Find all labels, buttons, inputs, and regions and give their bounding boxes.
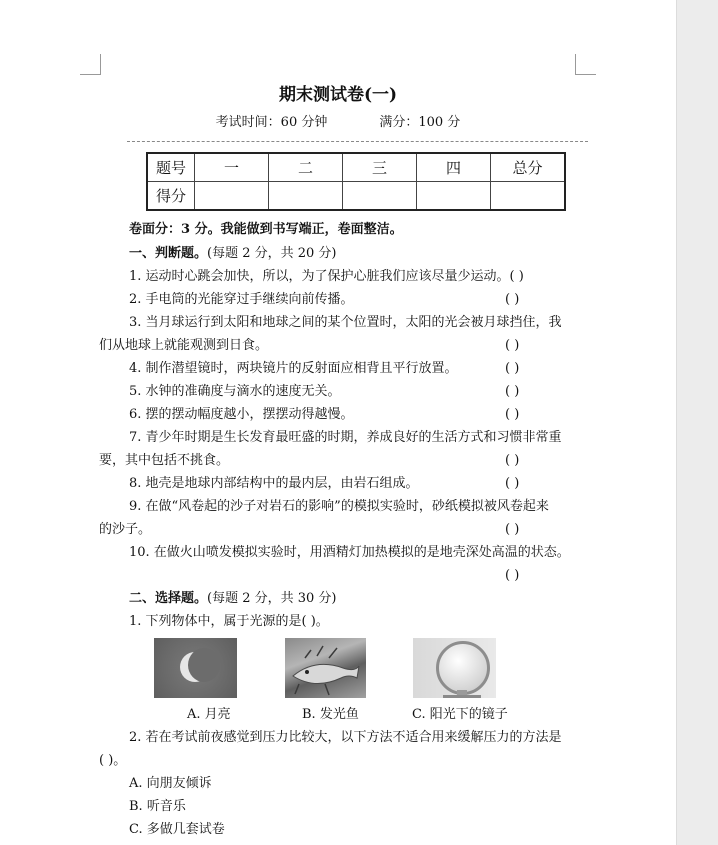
score-cell[interactable] bbox=[417, 182, 491, 211]
answer-paren[interactable]: ( ) bbox=[505, 338, 520, 353]
section1-title: 一、判断题。 bbox=[129, 246, 208, 261]
s2-q1: 1. 下列物体中，属于光源的是( )。 bbox=[129, 614, 329, 629]
s1-q7-line1: 7. 青少年时期是生长发育最旺盛的时期，养成良好的生活方式和习惯非常重 bbox=[129, 430, 562, 445]
exam-full-score: 满分：100 分 bbox=[379, 115, 461, 130]
s1-q3-line2: 们从地球上就能观测到日食。 bbox=[99, 338, 269, 353]
score-cell[interactable] bbox=[269, 182, 343, 211]
mirror-image bbox=[413, 638, 496, 698]
score-row-label: 得分 bbox=[147, 182, 195, 211]
answer-paren[interactable]: ( ) bbox=[505, 384, 520, 399]
s1-q9-line1: 9. 在做“风卷起的沙子对岩石的影响”的模拟实验时，砂纸模拟被风卷起来 bbox=[129, 499, 549, 514]
moon-image bbox=[154, 638, 237, 698]
s2-q2-option-c: C. 多做几套试卷 bbox=[129, 822, 225, 837]
score-header-cell: 四 bbox=[417, 153, 491, 182]
neatness-note: 卷面分：3 分。我能做到书写端正，卷面整洁。 bbox=[129, 222, 403, 237]
score-cell[interactable] bbox=[491, 182, 566, 211]
s1-q2: 2. 手电筒的光能穿过手继续向前传播。 bbox=[129, 292, 354, 307]
s1-q10: 10. 在做火山喷发模拟实验时，用酒精灯加热模拟的是地壳深处高温的状态。 bbox=[129, 545, 570, 560]
score-header-cell: 一 bbox=[195, 153, 269, 182]
s2-q2-option-a: A. 向朋友倾诉 bbox=[129, 776, 212, 791]
s1-q4: 4. 制作潜望镜时，两块镜片的反射面应相背且平行放置。 bbox=[129, 361, 458, 376]
score-table-score-row bbox=[147, 182, 565, 211]
s1-q5: 5. 水钟的准确度与滴水的速度无关。 bbox=[129, 384, 341, 399]
exam-title: 期末测试卷(一) bbox=[278, 85, 398, 105]
score-header-cell: 二 bbox=[269, 153, 343, 182]
glowing-fish-image bbox=[285, 638, 366, 698]
s2-q1-option-c: C. 阳光下的镜子 bbox=[412, 707, 508, 722]
s2-q2-option-b: B. 听音乐 bbox=[129, 799, 186, 814]
score-table-header-row bbox=[147, 153, 565, 182]
s2-q1-option-a: A. 月亮 bbox=[187, 707, 231, 722]
s1-q7-line2: 要，其中包括不挑食。 bbox=[99, 453, 230, 468]
score-header-cell: 题号 bbox=[147, 153, 195, 182]
answer-paren[interactable]: ( ) bbox=[505, 453, 520, 468]
window-side-gutter bbox=[676, 0, 718, 845]
exam-meta bbox=[0, 111, 676, 130]
crop-mark-top-left bbox=[80, 54, 101, 75]
crop-mark-top-right bbox=[575, 54, 596, 75]
section1-desc: (每题 2 分，共 20 分) bbox=[207, 246, 337, 261]
answer-paren[interactable]: ( ) bbox=[505, 522, 520, 537]
score-header-cell: 三 bbox=[343, 153, 417, 182]
answer-paren[interactable]: ( ) bbox=[505, 292, 520, 307]
s1-q8: 8. 地壳是地球内部结构中的最内层，由岩石组成。 bbox=[129, 476, 419, 491]
s1-q1: 1. 运动时心跳会加快，所以，为了保护心脏我们应该尽量少运动。( ) bbox=[129, 269, 524, 284]
s1-q6: 6. 摆的摆动幅度越小，摆摆动得越慢。 bbox=[129, 407, 354, 422]
section2-desc: (每题 2 分，共 30 分) bbox=[207, 591, 337, 606]
score-cell[interactable] bbox=[195, 182, 269, 211]
answer-paren[interactable]: ( ) bbox=[505, 361, 520, 376]
section1-heading bbox=[129, 245, 337, 263]
score-table bbox=[146, 152, 566, 211]
score-header-cell: 总分 bbox=[491, 153, 566, 182]
answer-paren[interactable]: ( ) bbox=[505, 407, 520, 422]
s2-q2-line2: ( )。 bbox=[99, 753, 127, 768]
section2-heading bbox=[129, 590, 337, 608]
s2-q2-line1: 2. 若在考试前夜感觉到压力比较大，以下方法不适合用来缓解压力的方法是 bbox=[129, 730, 562, 745]
section2-title: 二、选择题。 bbox=[129, 591, 208, 606]
answer-paren[interactable]: ( ) bbox=[505, 568, 520, 583]
dashed-divider bbox=[127, 141, 588, 142]
answer-paren[interactable]: ( ) bbox=[505, 476, 520, 491]
s1-q3-line1: 3. 当月球运行到太阳和地球之间的某个位置时，太阳的光会被月球挡住，我 bbox=[129, 315, 562, 330]
exam-time: 考试时间：60 分钟 bbox=[215, 115, 328, 130]
s1-q9-line2: 的沙子。 bbox=[99, 522, 152, 537]
score-cell[interactable] bbox=[343, 182, 417, 211]
s2-q1-option-b: B. 发光鱼 bbox=[302, 707, 359, 722]
